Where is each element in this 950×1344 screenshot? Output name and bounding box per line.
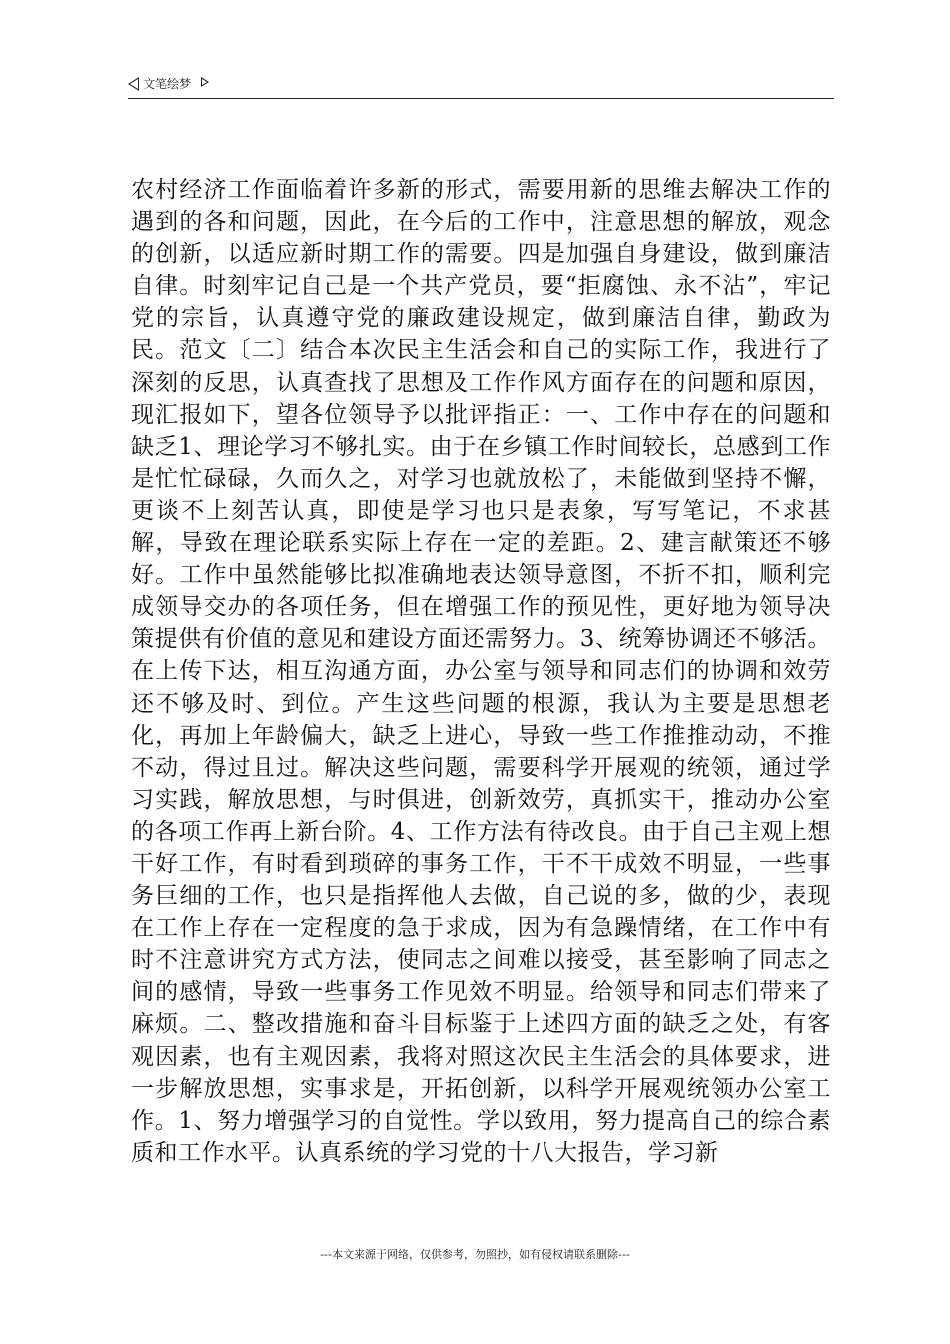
document-body: 农村经济工作面临着许多新的形式，需要用新的思维去解决工作的遇到的各和问题，因此，在今后的工作中，注意思想的解放，观念的创新，以适应新时期工作的需要。四是加强自身建设，做到廉洁自律。时刻牢记自己是一个共产党员，要“拒腐蚀、永不沾”，牢记党的宗旨，认真遵守党的廉政建设规定，做到廉洁自律，勤政为民。范文〔二〕结合本次民主生活会和自己的实际工作，我进行了深刻的反思，认真查找了思想及工作作风方面存在的问题和原因，现汇报如下，望各位领导予以批评指正：一、工作中存在的问题和缺乏1、理论学习不够扎实。由于在乡镇工作时间较长，总感到工作是忙忙碌碌，久而久之，对学习也就放松了，未能做到坚持不懈，更谈不上刻苦认真，即使是学习也只是表象，写写笔记，不求甚解，导致在理论联系实际上存在一定的差距。2、建言献策还不够好。工作中虽然能够比拟准确地表达领导意图，不折不扣，顺利完成领导交办的各项任务，但在增强工作的预见性，更好地为领导决策提供有价值的意见和建设方面还需努力。3、统筹协调还不够活。在上传下达，相互沟通方面，办公室与领导和同志们的协调和效劳还不够及时、到位。产生这些问题的根源，我认为主要是思想老化，再加上年龄偏大，缺乏上进心，导致一些工作推推动动，不推不动，得过且过。解决这些问题，需要科学开展观的统领，通过学习实践，解放思想，与时俱进，创新效劳，真抓实干，推动办公室的各项工作再上新台阶。4、工作方法有待改良。由于自己主观上想干好工作，有时看到琐碎的事务工作，干不干成效不明显，一些事务巨细的工作，也只是指挥他人去做，自己说的多，做的少，表现在工作上存在一定程度的急于求成，因为有急躁情绪，在工作中有时不注意讲究方式方法，使同志之间难以接受，甚至影响了同志之间的感情，导致一些事务工作见效不明显。给领导和同志们带来了麻烦。二、整改措施和奋斗目标鉴于上述四方面的缺乏之处，有客观因素，也有主观因素，我将对照这次民主生活会的具体要求，进一步解放思想，实事求是，开拓创新，以科学开展观统领办公室工作。1、努力增强学习的自觉性。学以致用，努力提高自己的综合素质和工作水平。认真系统的学习党的十八大报告，学习新 <box>131 177 831 1166</box>
page-header <box>128 74 834 99</box>
header-brand: 文笔绘梦 <box>143 77 192 91</box>
triangle-left-icon <box>128 77 139 91</box>
footer-notice: ---本文来源于网络，仅供参考，勿照抄，如有侵权请联系删除--- <box>320 1248 630 1261</box>
triangle-right-icon <box>201 77 209 87</box>
